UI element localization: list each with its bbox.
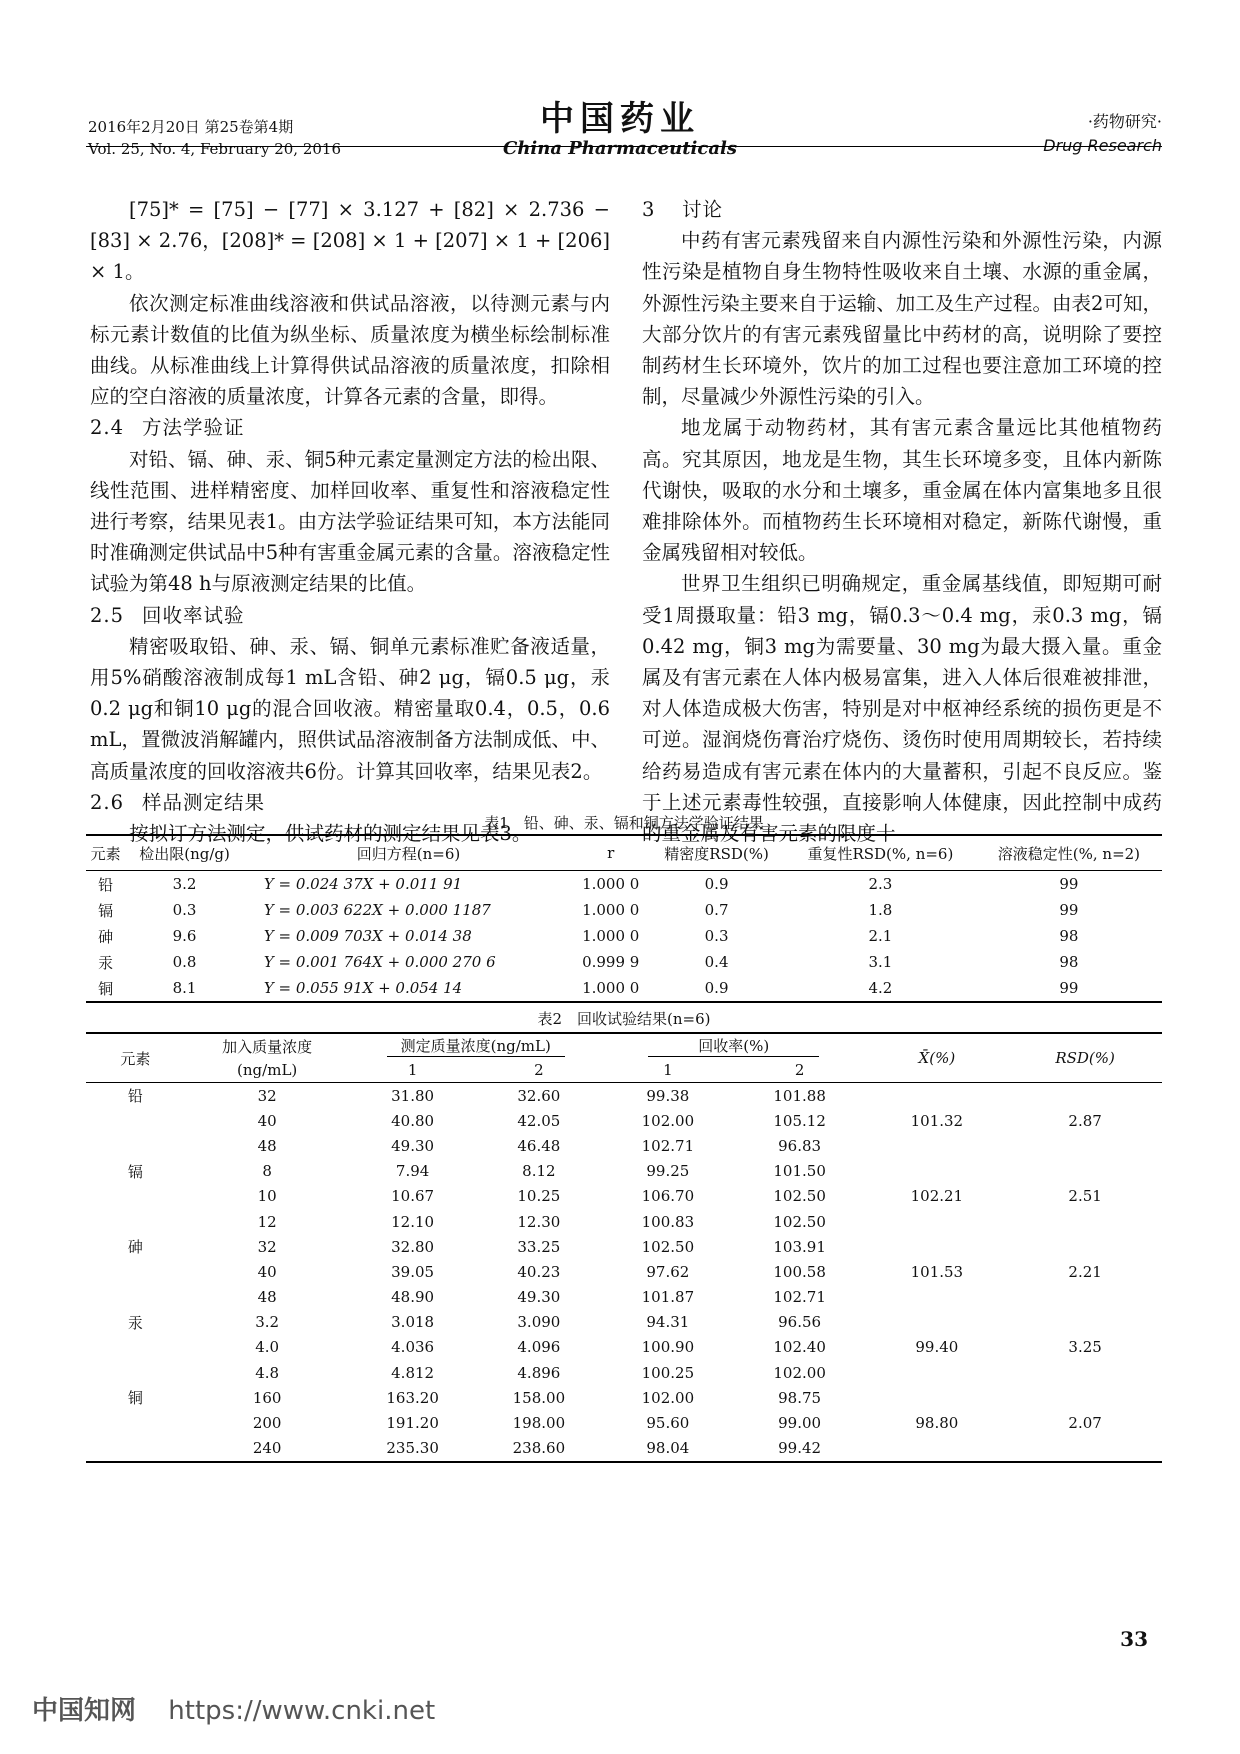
table2-cell: 32	[257, 1086, 277, 1105]
table1-cell: 98	[1059, 953, 1079, 971]
table1-cell: 3.2	[172, 875, 197, 893]
table2-cell: 99.38	[646, 1086, 690, 1105]
table2-cell: 32.80	[391, 1237, 435, 1256]
table1-cell: 98	[1059, 927, 1079, 945]
table1-cell: 0.4	[704, 953, 729, 971]
paragraph: 地龙属于动物药材，其有害元素含量远比其他植物药高。究其原因，地龙是生物，其生长环境多变，且体内新陈代谢快，吸取的水分和土壤多，重金属在体内富集地多且很难排除体外。而植物药生长环境相对稳定，新陈代谢慢，重金属残留相对较低。	[642, 416, 1162, 565]
table2-cell: 103.91	[773, 1237, 826, 1256]
table2-cell: 101.88	[773, 1086, 826, 1105]
table2-element-cell	[86, 1133, 185, 1158]
table2-cell: 98.04	[646, 1439, 690, 1458]
table1-cell: 汞	[98, 953, 114, 972]
table2-header-rsd: RSD(%)	[1008, 1033, 1162, 1083]
table2-cell: 99.00	[778, 1414, 822, 1433]
table2-cell: 4.036	[391, 1338, 435, 1357]
section-heading-2-4: 2.4 方法学验证	[90, 416, 245, 440]
table2-cell: 49.30	[517, 1288, 561, 1307]
table2-rsd-cell: 3.25	[1068, 1338, 1102, 1357]
table2-cell: 46.48	[517, 1136, 561, 1155]
paragraph: 世界卫生组织已明确规定，重金属基线值，即短期可耐受1周摄取量：铅3 mg，镉0.3～0.4 mg，汞0.3 mg，镉0.42 mg，铜3 mg为需要量、30 mg为最大摄入量。重金属及有害元素在人体内极易富集，进入人体后很难被排泄，对人体造成极大伤害，特别是对中枢神经系统的损伤更是不可逆。湿润烧伤膏治疗烧伤、烫伤时使用周期较长，若持续给药易造成有害元素在体内的大量蓄积，引起不良反应。鉴于上述元素毒性较强，直接影响人体健康，因此控制中成药的重金属及有害元素的限度十	[642, 572, 1162, 846]
table2-cell: 8.12	[522, 1162, 556, 1181]
table1-header-cell: 元素	[90, 844, 121, 863]
section-label-en: Drug Research	[1043, 136, 1162, 155]
table2-row	[86, 1133, 1162, 1158]
table2-rsd-cell: 2.21	[1068, 1262, 1102, 1281]
table2-row	[86, 1083, 1162, 1109]
table2-element-cell	[86, 1259, 185, 1284]
table2-element-cell: 砷	[127, 1238, 143, 1257]
table1-cell: 3.1	[868, 953, 893, 971]
table1-body	[86, 871, 1162, 1003]
table2-element-cell	[86, 1436, 185, 1462]
table2-element-cell: 镉	[127, 1162, 143, 1181]
table2-mean-cell	[866, 1310, 1009, 1335]
table1-cell: Y = 0.024 37X + 0.011 91	[263, 875, 463, 893]
table2-row	[86, 1259, 1162, 1284]
table1-cell: 1.000 0	[582, 979, 640, 997]
table2-rsd-cell: 2.51	[1068, 1187, 1102, 1206]
journal-title-cn: 中国药业	[540, 99, 700, 139]
journal-masthead	[480, 100, 760, 160]
table2-cell: 12.10	[391, 1212, 435, 1231]
table2-rsd-cell	[1008, 1436, 1162, 1462]
section-label	[1043, 110, 1162, 158]
table1-cell: Y = 0.003 622X + 0.000 1187	[263, 901, 491, 919]
table1-cell: 0.3	[704, 927, 729, 945]
table2-rsd-cell: 2.87	[1068, 1111, 1102, 1130]
table2-cell: 102.40	[773, 1338, 826, 1357]
table1-row	[86, 871, 1162, 898]
table2-header-element: 元素	[86, 1033, 185, 1083]
cnki-url[interactable]: https://www.cnki.net	[168, 1696, 436, 1726]
table2-cell: 40	[257, 1262, 277, 1281]
table1	[86, 834, 1162, 1003]
table2-cell: 3.2	[255, 1313, 280, 1332]
table2-cell: 102.71	[641, 1136, 695, 1155]
table2-rsd-cell	[1008, 1234, 1162, 1259]
table2-mean-cell: 99.40	[915, 1338, 959, 1357]
table2-cell: 102.00	[773, 1363, 826, 1382]
table2-cell: 102.50	[773, 1212, 826, 1231]
table2-caption: 表2 回收试验结果(n=6)	[537, 1010, 711, 1028]
table2-cell: 96.56	[778, 1313, 822, 1332]
table1-header-cell: 精密度RSD(%)	[664, 844, 769, 863]
table2-cell: 198.00	[512, 1414, 566, 1433]
table2-cell: 97.62	[646, 1262, 690, 1281]
table1-cell: 0.999 9	[582, 953, 640, 971]
table2-rsd-cell	[1008, 1310, 1162, 1335]
table2-cell: 238.60	[512, 1439, 566, 1458]
section-label-cn: ·药物研究·	[1087, 112, 1162, 131]
table2-cell: 48.90	[391, 1288, 435, 1307]
table2-cell: 33.25	[517, 1237, 561, 1256]
table1-row	[86, 923, 1162, 949]
section-heading-2-5: 2.5 回收率试验	[90, 603, 245, 627]
table2-cell: 102.00	[641, 1388, 695, 1407]
table1-cell: 铜	[98, 979, 114, 998]
table1-cell: 8.1	[172, 979, 197, 997]
table2-mean-cell: 101.53	[910, 1262, 964, 1281]
table2-cell: 100.90	[641, 1338, 695, 1357]
table1-cell: 9.6	[172, 927, 197, 945]
table2-cell: 95.60	[646, 1414, 690, 1433]
table2-cell: 40.80	[391, 1111, 435, 1130]
table2-cell: 31.80	[391, 1086, 435, 1105]
table2-header-recovery: 回收率(%)	[602, 1033, 866, 1058]
table1-cell: 1.8	[868, 901, 893, 919]
table2-row	[86, 1209, 1162, 1234]
paragraph: 对铅、镉、砷、汞、铜5种元素定量测定方法的检出限、线性范围、进样精密度、加样回收率、重复性和溶液稳定性进行考察，结果见表1。由方法学验证结果可知，本方法能同时准确测定供试品中5种有害重金属元素的含量。溶液稳定性试验为第48 h与原液测定结果的比值。	[90, 447, 610, 596]
table2-mean-cell	[866, 1360, 1009, 1385]
table2-cell: 4.896	[517, 1363, 561, 1382]
table2-cell: 160	[252, 1388, 282, 1407]
table2-mean-cell	[866, 1385, 1009, 1410]
table2-cell: 4.0	[255, 1338, 280, 1357]
table2-rsd-cell	[1008, 1133, 1162, 1158]
table1-row	[86, 975, 1162, 1002]
table2-cell: 48	[257, 1288, 277, 1307]
table2-cell: 102.50	[773, 1187, 826, 1206]
table1-header-cell: 检出限(ng/g)	[139, 844, 230, 863]
table1-header-cell: 溶液稳定性(%, n=2)	[997, 844, 1141, 863]
table1-cell: 0.9	[704, 875, 729, 893]
table2-element-cell	[86, 1108, 185, 1133]
table2-cell: 48	[257, 1136, 277, 1155]
table2-cell: 96.83	[778, 1136, 822, 1155]
table1-cell: 铅	[98, 875, 114, 894]
table1-header-row	[86, 835, 1162, 871]
table2-cell: 7.94	[395, 1162, 430, 1181]
table1-header-cell: r	[607, 844, 615, 862]
table2-cell: 4.812	[391, 1363, 435, 1382]
table2-subheader-2: 2	[534, 1061, 544, 1079]
table2-element-cell	[86, 1335, 185, 1360]
table2-mean-cell: 101.32	[910, 1111, 964, 1130]
table2-mean-cell	[866, 1234, 1009, 1259]
table2-element-cell: 汞	[127, 1313, 143, 1332]
table2-cell: 10.25	[517, 1187, 561, 1206]
table2-cell: 100.25	[641, 1363, 695, 1382]
table2-rsd-cell	[1008, 1083, 1162, 1109]
table2	[86, 1032, 1162, 1463]
table1-cell: 0.8	[172, 953, 197, 971]
table1-cell: 镉	[98, 901, 114, 920]
table2-subheader-1: 1	[663, 1061, 673, 1079]
table1-cell: Y = 0.055 91X + 0.054 14	[263, 979, 463, 997]
paragraph: 依次测定标准曲线溶液和供试品溶液，以待测元素与内标元素计数值的比值为纵坐标、质量浓度为横坐标绘制标准曲线。从标准曲线上计算得供试品溶液的质量浓度，扣除相应的空白溶液的质量浓度，计算各元素的含量，即得。	[90, 291, 610, 409]
issue-date-en: Vol. 25, No. 4, February 20, 2016	[88, 140, 342, 158]
table2-element-cell	[86, 1184, 185, 1209]
table1-cell: 1.000 0	[582, 875, 640, 893]
table2-row	[86, 1310, 1162, 1335]
table2-row	[86, 1360, 1162, 1385]
table2-cell: 4.8	[255, 1363, 280, 1382]
table2-mean-cell: 98.80	[915, 1414, 959, 1433]
table2-row	[86, 1385, 1162, 1410]
section-heading-2-6: 2.6 样品测定结果	[90, 790, 266, 814]
table2-row	[86, 1410, 1162, 1435]
table2-rsd-cell	[1008, 1360, 1162, 1385]
table2-element-cell: 铅	[127, 1087, 143, 1106]
table1-cell: 1.000 0	[582, 901, 640, 919]
table2-cell: 4.096	[517, 1338, 561, 1357]
table2-mean-cell	[866, 1209, 1009, 1234]
right-column	[642, 194, 1162, 849]
paragraph: 按拟订方法测定，供试药材的测定结果见表3。	[129, 822, 532, 846]
table2-cell: 191.20	[386, 1414, 439, 1433]
table2-cell: 101.87	[641, 1288, 695, 1307]
left-column	[90, 194, 610, 849]
table2-row	[86, 1285, 1162, 1310]
table2-cell: 42.05	[517, 1111, 561, 1130]
table2-cell: 200	[252, 1414, 282, 1433]
table2-cell: 102.50	[641, 1237, 695, 1256]
table2-row	[86, 1184, 1162, 1209]
journal-title-en: China Pharmaceuticals	[503, 138, 737, 159]
table1-cell: Y = 0.001 764X + 0.000 270 6	[263, 953, 496, 971]
table1-cell: Y = 0.009 703X + 0.014 38	[263, 927, 472, 945]
table2-cell: 102.00	[641, 1111, 695, 1130]
table2-cell: 158.00	[512, 1388, 566, 1407]
table2-header-mean: X̄(%)	[866, 1033, 1009, 1083]
table2-rsd-cell	[1008, 1159, 1162, 1184]
table2-row	[86, 1436, 1162, 1462]
table2-cell: 99.42	[778, 1439, 822, 1458]
table1-cell: 4.2	[868, 979, 893, 997]
issue-date-cn: 2016年2月20日 第25卷第4期	[88, 118, 294, 136]
table2-cell: 240	[252, 1439, 282, 1458]
table2-mean-cell: 102.21	[910, 1187, 964, 1206]
table1-cell: 2.3	[868, 875, 893, 893]
table2-cell: 98.75	[778, 1388, 822, 1407]
header-rule	[86, 146, 1162, 147]
table2-cell: 40.23	[517, 1262, 561, 1281]
table2-element-cell	[86, 1360, 185, 1385]
table2-cell: 163.20	[386, 1388, 439, 1407]
table2-cell: 3.018	[391, 1313, 435, 1332]
table2-body	[86, 1083, 1162, 1462]
paragraph: 精密吸取铅、砷、汞、镉、铜单元素标准贮备液适量，用5%硝酸溶液制成每1 mL含铅、砷2 μg，镉0.5 μg，汞0.2 μg和铜10 μg的混合回收液。精密量取0.4，0.5，0.6 mL，置微波消解罐内，照供试品溶液制备方法制成低、中、高质量浓度的回收溶液共6份。计算其回收率，结果见表2。	[90, 634, 610, 783]
table2-element-cell	[86, 1285, 185, 1310]
table1-cell: 0.3	[172, 901, 197, 919]
formula-paragraph: [75]* = [75] − [77] × 3.127 + [82] × 2.736 − [83] × 2.76，[208]* = [208] × 1 + [207] × 1 + [206] × 1。	[90, 198, 610, 284]
cnki-logo: 中国知网	[32, 1696, 137, 1726]
table1-header-cell: 重复性RSD(%, n=6)	[807, 844, 954, 863]
table2-cell: 105.12	[773, 1111, 826, 1130]
table1-caption: 表1 铅、砷、汞、镉和铜方法学验证结果	[484, 814, 764, 832]
paragraph: 中药有害元素残留来自内源性污染和外源性污染，内源性污染是植物自身生物特性吸收来自土壤、水源的重金属，外源性污染主要来自于运输、加工及生产过程。由表2可知，大部分饮片的有害元素残留量比中药材的高，说明除了要控制药材生长环境外，饮片的加工过程也要注意加工环境的控制，尽量减少外源性污染的引入。	[642, 229, 1162, 409]
table2-header-measured: 测定质量浓度(ng/mL)	[350, 1033, 603, 1058]
table2-rsd-cell	[1008, 1285, 1162, 1310]
table2-cell: 3.090	[517, 1313, 561, 1332]
table1-row	[86, 949, 1162, 975]
table2-cell: 102.71	[773, 1288, 826, 1307]
table2-cell: 99.25	[646, 1162, 690, 1181]
table2-cell: 94.31	[646, 1313, 690, 1332]
table2-element-cell	[86, 1209, 185, 1234]
table2-cell: 12.30	[517, 1212, 561, 1231]
table2-cell: 235.30	[386, 1439, 439, 1458]
table2-cell: 10	[257, 1187, 277, 1206]
section-heading-3: 3 讨论	[642, 198, 724, 221]
table1-cell: 99	[1059, 979, 1079, 997]
table2-cell: 8	[262, 1162, 272, 1181]
table2-cell: 40	[257, 1111, 277, 1130]
table2-cell: 10.67	[391, 1187, 435, 1206]
table2-rsd-cell	[1008, 1385, 1162, 1410]
table2-cell: 12	[257, 1212, 277, 1231]
table2-row	[86, 1335, 1162, 1360]
table2-cell: 100.83	[641, 1212, 695, 1231]
table1-header-cell: 回归方程(n=6)	[356, 844, 461, 863]
table2-header-added: 加入质量浓度	[222, 1037, 313, 1056]
page-number: 33	[1120, 1627, 1148, 1651]
table2-mean-cell	[866, 1285, 1009, 1310]
table1-cell: 0.7	[704, 901, 729, 919]
table2-header-added-unit: (ng/mL)	[237, 1061, 298, 1079]
table1-row	[86, 897, 1162, 923]
table2-cell: 100.58	[773, 1262, 826, 1281]
table2-cell: 101.50	[773, 1162, 826, 1181]
watermark	[32, 1690, 435, 1727]
table2-header-row	[86, 1033, 1162, 1058]
table1-cell: 1.000 0	[582, 927, 640, 945]
table2-subheader-2: 2	[794, 1061, 805, 1079]
table2-mean-cell	[866, 1083, 1009, 1109]
table2-cell: 106.70	[641, 1187, 695, 1206]
table2-cell: 39.05	[391, 1262, 435, 1281]
table2-element-cell	[86, 1410, 185, 1435]
table2-cell: 32	[257, 1237, 277, 1256]
table1-cell: 2.1	[868, 927, 893, 945]
table2-row	[86, 1234, 1162, 1259]
table1-cell: 0.9	[704, 979, 729, 997]
table2-subheader-1: 1	[407, 1061, 418, 1079]
table2-mean-cell	[866, 1159, 1009, 1184]
table2-mean-cell	[866, 1133, 1009, 1158]
table2-element-cell: 铜	[127, 1389, 143, 1408]
table2-cell: 32.60	[517, 1086, 561, 1105]
table2-row	[86, 1159, 1162, 1184]
table1-cell: 99	[1059, 875, 1079, 893]
table2-rsd-cell	[1008, 1209, 1162, 1234]
table2-cell: 49.30	[391, 1136, 435, 1155]
table2-rsd-cell: 2.07	[1068, 1414, 1102, 1433]
table2-mean-cell	[866, 1436, 1009, 1462]
table1-cell: 99	[1059, 901, 1079, 919]
table1-cell: 砷	[98, 927, 114, 946]
table2-row	[86, 1108, 1162, 1133]
issue-info	[88, 116, 341, 160]
